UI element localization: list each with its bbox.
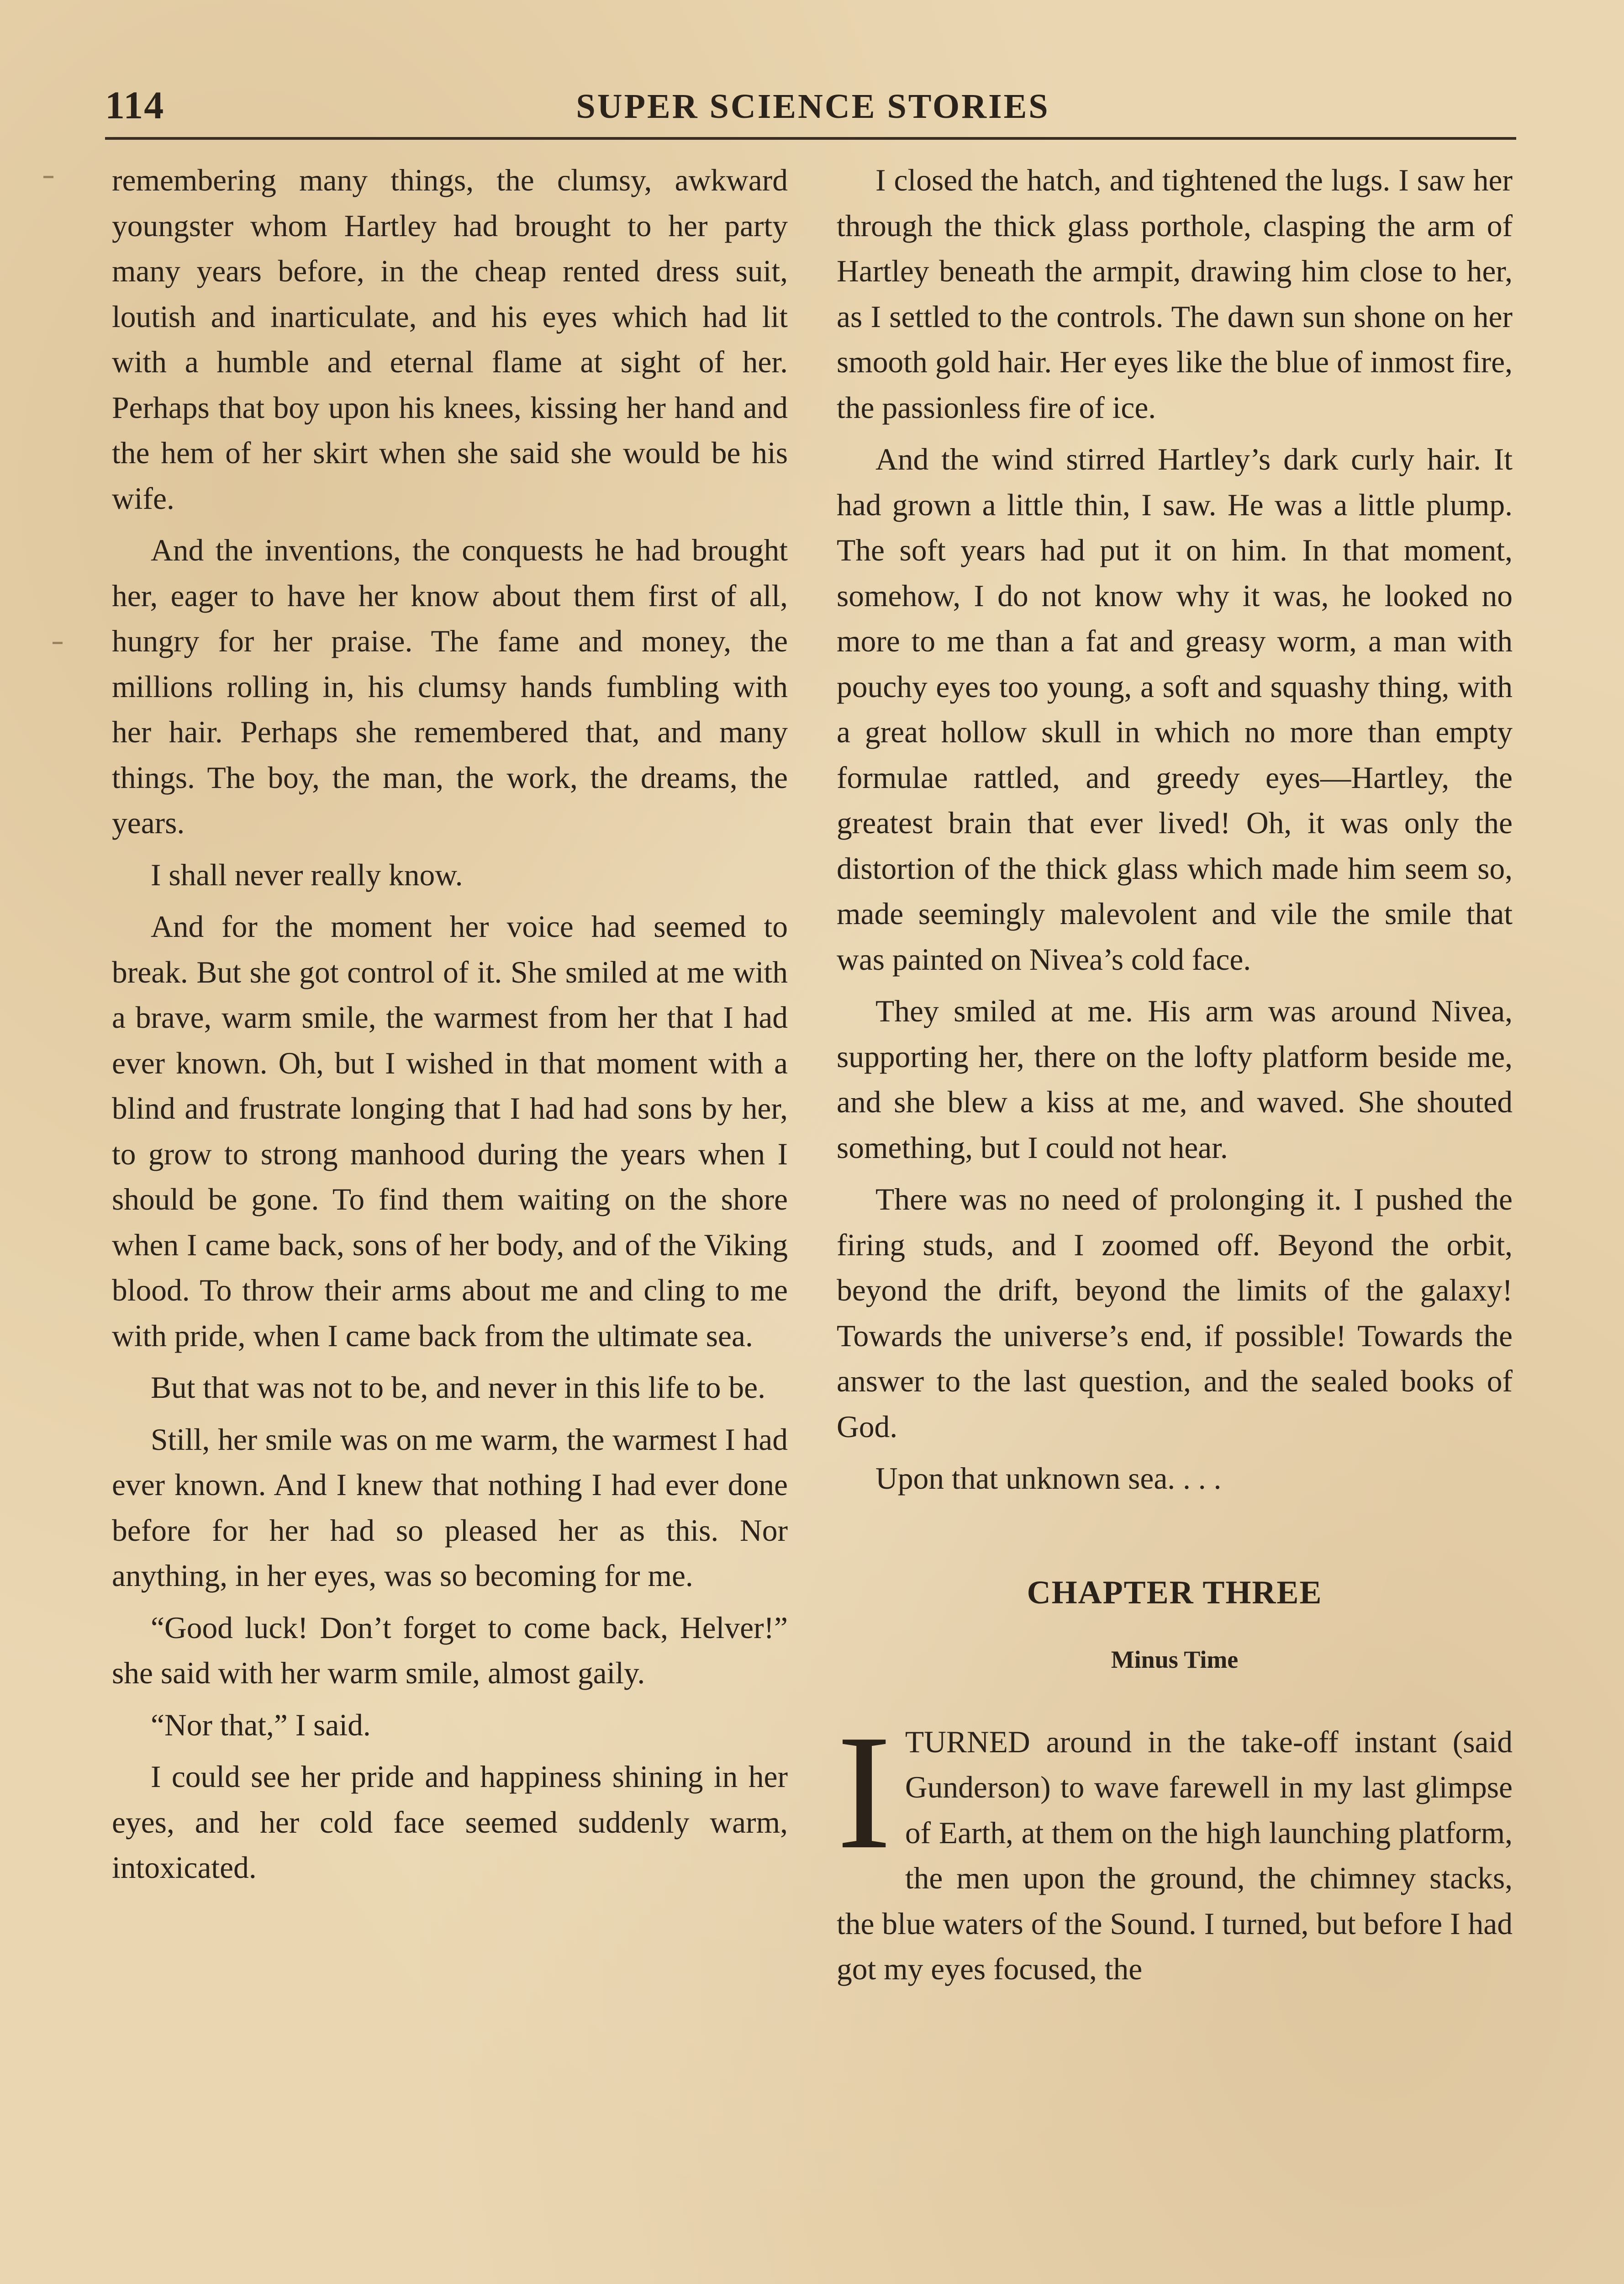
chapter-title: CHAPTER THREE	[1027, 1574, 1323, 1611]
paragraph: “Nor that,” I said.	[151, 1708, 371, 1742]
running-title: SUPER SCIENCE STORIES	[576, 87, 1050, 126]
paragraph: There was no need of prolonging it. I pushed the firing studs, and I zoomed off. Beyond the orbit, beyond the drift, beyond the limits of the galaxy! Towards the universe’s end, if possible! Towards the answer to the last question, and the sealed books of God.	[837, 1182, 1513, 1444]
drop-cap: I	[837, 1700, 891, 1883]
page-number: 114	[105, 83, 165, 127]
chapter-opening-text: TURNED around in the take-off instant (said Gunderson) to wave farewell in my last glimpse of Earth, at them on the high launching platform, the men upon the ground, the chimney stacks, the blue waters of the Sound. I turned, but before I had got my eyes focused, the	[837, 1724, 1513, 1986]
page-header	[105, 82, 1521, 142]
paragraph: They smiled at me. His arm was around Nivea, supporting her, there on the lofty platform beside me, and she blew a kiss at me, and waved. She shouted something, but I could not hear.	[837, 994, 1513, 1165]
paper-fleck	[53, 642, 63, 644]
paragraph: Still, her smile was on me warm, the warmest I had ever known. And I knew that nothing I had ever done before for her had so pleased her as this. Nor anything, in her eyes, was so becoming for me.	[112, 1422, 788, 1593]
paragraph: remembering many things, the clumsy, awkward youngster whom Hartley had brought to her party many years before, in the cheap rented dress suit, loutish and inarticulate, and his eyes which had lit with a humble and eternal flame at sight of her. Perhaps that boy upon his knees, kissing her hand and the hem of her skirt when she said she would be his wife.	[112, 163, 788, 516]
paragraph: I closed the hatch, and tightened the lugs. I saw her through the thick glass porthole, clasping the arm of Hartley beneath the armpit, drawing him close to her, as I settled to the controls. The dawn sun shone on her smooth gold hair. Her eyes like the blue of inmost fire, the passionless fire of ice.	[837, 163, 1513, 425]
header-rule	[105, 137, 1516, 140]
chapter-subtitle: Minus Time	[1111, 1646, 1239, 1673]
paragraph: “Good luck! Don’t forget to come back, Helver!” she said with her warm smile, almost gaily.	[112, 1610, 788, 1690]
paragraph: But that was not to be, and never in this life to be.	[151, 1370, 765, 1405]
paragraph: And the inventions, the conquests he had brought her, eager to have her know about them first of all, hungry for her praise. The fame and money, the millions rolling in, his clumsy hands fumbling with her hair. Perhaps she remembered that, and many things. The boy, the man, the work, the dreams, the years.	[112, 533, 788, 840]
paragraph: And for the moment her voice had seemed to break. But she got control of it. She smiled at me with a brave, warm smile, the warmest from her that I had ever known. Oh, but I wished in that moment with a blind and frustrate longing that I had had sons by her, to grow to strong manhood during the years when I should be gone. To find them waiting on the shore when I came back, sons of her body, and of the Viking blood. To throw their arms about me and cling to me with pride, when I came back from the ultimate sea.	[112, 909, 788, 1353]
paragraph: Upon that unknown sea. . . .	[875, 1461, 1222, 1496]
paragraph: And the wind stirred Hartley’s dark curly hair. It had grown a little thin, I saw. He was a little plump. The soft years had put it on him. In that moment, somehow, I do not know why it was, he looked no more to me than a fat and greasy worm, a man with pouchy eyes too young, a soft and squashy thing, with a great hollow skull in which no more than empty formulae rattled, and greedy eyes—Hartley, the greatest brain that ever lived! Oh, it was only the distortion of the thick glass which made him seem so, made seemingly malevolent and vile the smile that was painted on Nivea’s cold face.	[837, 442, 1513, 977]
paper-fleck	[43, 176, 53, 178]
right-column	[837, 158, 1513, 1998]
paragraph: I shall never really know.	[151, 857, 463, 892]
left-column	[112, 158, 788, 1897]
chapter-opening-paragraph	[837, 1700, 1513, 1992]
paragraph: I could see her pride and happiness shining in her eyes, and her cold face seemed suddenly warm, intoxicated.	[112, 1760, 788, 1885]
